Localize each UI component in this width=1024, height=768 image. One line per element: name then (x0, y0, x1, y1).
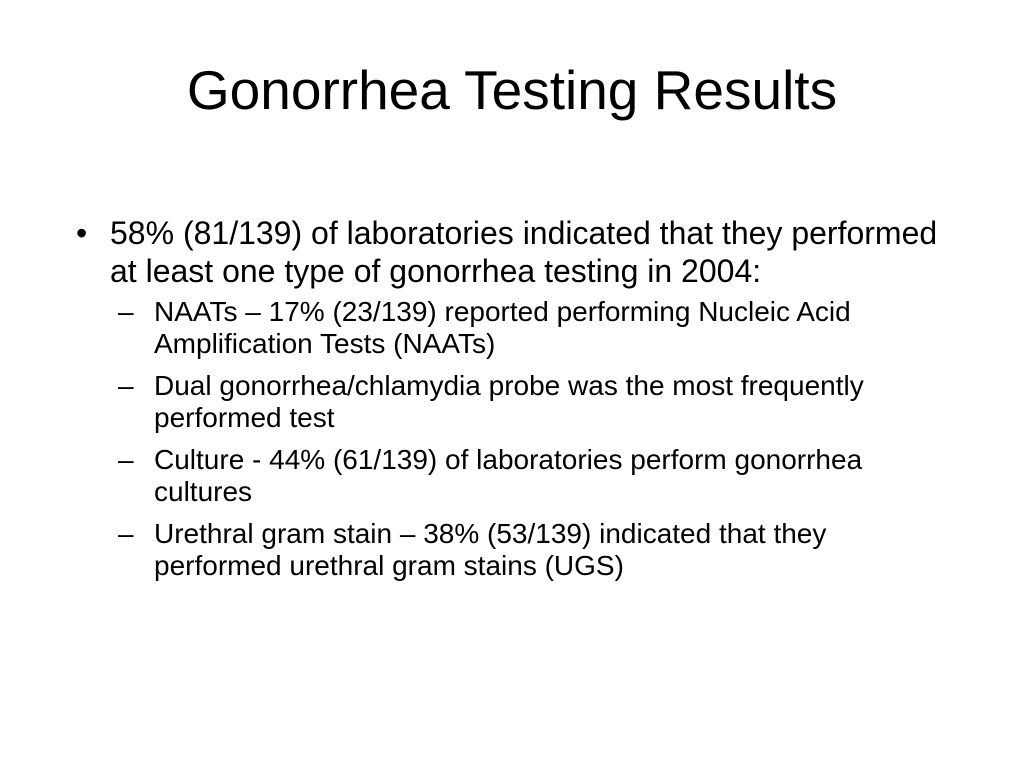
sub-bullet-item (118, 518, 956, 582)
sub-bullet-list (110, 296, 956, 582)
sub-bullet-item (118, 370, 956, 434)
sub-bullet-text: Dual gonorrhea/chlamydia probe was the most frequently performed test (154, 370, 864, 433)
sub-bullet-text: NAATs – 17% (23/139) reported performing Nucleic Acid Amplification Tests (NAATs) (154, 296, 851, 359)
bullet-text: 58% (81/139) of laboratories indicated that they performed at least one type of gonorrhea testing in 2004: (110, 215, 938, 289)
dash-icon: – (118, 518, 134, 549)
dash-icon: – (118, 444, 134, 475)
sub-bullet-item (118, 296, 956, 360)
bullet-item (76, 214, 956, 582)
sub-bullet-text: Urethral gram stain – 38% (53/139) indicated that they performed urethral gram stains (UGS) (154, 518, 827, 581)
slide-title: Gonorrhea Testing Results (186, 59, 838, 121)
sub-bullet-item (118, 444, 956, 508)
dash-icon: – (118, 296, 134, 327)
sub-bullet-text: Culture - 44% (61/139) of laboratories perform gonorrhea cultures (154, 444, 863, 507)
dash-icon: – (118, 370, 134, 401)
bullet-icon: • (76, 215, 88, 251)
bullet-list (76, 214, 956, 592)
